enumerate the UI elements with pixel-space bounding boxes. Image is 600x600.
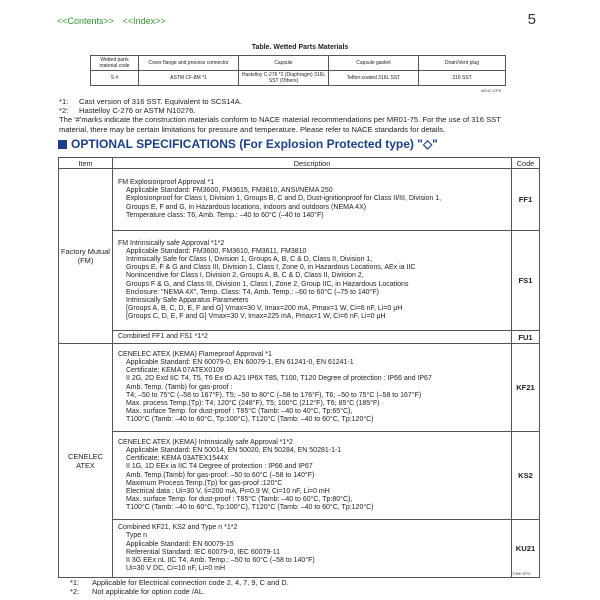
footnote-marker: *1: <box>70 578 80 587</box>
footnote-marker: *2: <box>70 586 80 596</box>
description-line: Referential Standard: IEC 60079-0, IEC 60079-11 <box>126 548 280 556</box>
contents-link[interactable]: <<Contents>> <box>57 16 115 26</box>
description-line: Intrinsically Safe for Class I, Division 1, Groups A, B, C & D, Class II, Division 1, <box>126 256 373 264</box>
table-figure-code: T05E.EPS <box>512 571 531 576</box>
table-row <box>59 169 540 231</box>
description-title: Combined KF21, KS2 and Type n *1*2 <box>118 524 238 532</box>
wetted-header-cell: Drain/Vent plug <box>419 56 506 71</box>
note-marker: *1: <box>59 97 69 106</box>
description-cell <box>113 520 512 578</box>
note-text: Hastelloy C-276 or ASTM N10276. <box>79 106 196 116</box>
description-cell <box>113 331 512 344</box>
description-cell <box>113 169 512 231</box>
table-row <box>59 231 540 331</box>
footnote <box>70 588 289 597</box>
description-line: Applicable Standard: EN 60079-15 <box>126 540 234 548</box>
description-cell <box>113 432 512 520</box>
table-row <box>59 432 540 520</box>
description-line: [Groups C, D, E, F and G] Vmax=30 V, Imax=225 mA, Pmax=1 W, Ci=6 nF, Li=0 μH <box>126 312 386 320</box>
description-line: II 2G, 2D Exd IIC T4, T5, T6 Ex tD A21 IP6X T85, T100, T120 Degree of protection : IP66 and IP67 <box>126 375 432 383</box>
description-line: Groups E, F & G and Class III, Division 1, Class I, Zone 0, in Hazardous Locations, AEx ia IIC <box>126 264 416 272</box>
wetted-header-row <box>91 56 506 71</box>
code-cell: KU21 <box>512 520 540 578</box>
description-line: Type n <box>126 532 148 540</box>
footnote-text: Not applicable for option code /AL. <box>92 586 205 596</box>
wetted-header-cell: Capsule gasket <box>329 56 419 71</box>
description-line: Amb. Temp. (Tamb) for gas-proof : <box>126 383 233 391</box>
note <box>59 106 529 115</box>
description-line: T4; –50 to 75°C (–58 to 167°F), T5; –50 to 80°C (–58 to 176°F), T6; –50 to 75°C (–58 to 167°F) <box>126 391 422 399</box>
footnotes <box>70 579 289 596</box>
description-line: II 3G EEx nL IIC T4, Amb. Temp.: –50 to 60°C (–58 to 140°F) <box>126 556 315 564</box>
description-title: CENELEC ATEX (KEMA) Flameproof Approval *1 <box>118 351 272 359</box>
description-line: Temperature class: T6, Amb. Temp.: –40 to 60°C (–40 to 140°F) <box>126 211 324 219</box>
description-line: Applicable Standard: FM3600, FM3615, FM3810, ANSI/NEMA 250 <box>126 187 333 195</box>
code-cell: KS2 <box>512 432 540 520</box>
bullet-square-icon <box>58 140 67 149</box>
wetted-cell: ASTM CF-8M *1 <box>139 71 239 86</box>
table-row <box>59 344 540 432</box>
description-title: CENELEC ATEX (KEMA) Intrinsically safe Approval *1*2 <box>118 439 293 447</box>
code-cell: FS1 <box>512 231 540 331</box>
wetted-data-row <box>91 71 506 86</box>
description-line: Nonincendive for Class I, Division 2, Groups A, B, C & D, Class II, Division 2, <box>126 272 364 280</box>
code-cell: FF1 <box>512 169 540 231</box>
description-line: Max. surface Temp. for dust-proof : T85°C (Tamb: –40 to 60°C, Tp:80°C), <box>126 495 353 503</box>
description-line: T100°C (Tamb: –40 to 60°C, Tp:100°C), T120°C (Tamb: –40 to 60°C, Tp:120°C) <box>126 415 374 423</box>
wetted-cell: Hastelloy C-276 *2 (Diaphragm) 316L SST (Others) <box>239 71 329 86</box>
description-line: Applicable Standard: EN 50014, EN 50020, EN 50284, EN 50281-1-1 <box>126 447 342 455</box>
wetted-cell: S # <box>91 71 139 86</box>
wetted-table-title: Table. Wetted Parts Materials <box>251 44 349 51</box>
table-row <box>59 331 540 344</box>
wetted-header-cell: Wetted parts material code <box>91 56 139 71</box>
group-label-atex: CENELEC ATEX <box>59 344 113 578</box>
page-number: 5 <box>527 11 536 28</box>
description-cell <box>113 231 512 331</box>
description-title: Combined FF1 and FS1 *1*2 <box>118 333 208 340</box>
wetted-header-cell: Cover flange and process connector <box>139 56 239 71</box>
note-text: Cast version of 316 SST. Equivalent to SCS14A. <box>79 97 242 106</box>
note-text: The '#'marks indicate the construction materials conform to NACE material recommendations per MR01-75. For the use of 316 SST material, there may be certain limitations for pressure and temperature. Please refer to NACE standards for details. <box>59 115 501 134</box>
description-line: Applicable Standard: EN 60079-0, EN 60079-1, EN 61241-0, EN 61241-1 <box>126 359 354 367</box>
description-line: [Groups A, B, C, D, E, F and G] Vmax=30 V, Imax=200 mA, Pmax=1 W, Ci=6 nF, Li=0 μH <box>126 304 403 312</box>
header-item: Item <box>59 158 113 169</box>
description-line: Max. process Temp.(Tp): T4; 120°C (248°F), T5; 100°C (212°F), T6; 85°C (185°F) <box>126 399 380 407</box>
wetted-cell: 316 SST <box>419 71 506 86</box>
description-title: FM Explosionproof Approval *1 <box>118 179 215 187</box>
section-heading <box>58 137 438 151</box>
description-line: II 1G, 1D EEx ia IIC T4 Degree of protection : IP66 and IP67 <box>126 463 313 471</box>
code-cell: FU1 <box>512 331 540 344</box>
description-line: Ui=30 V DC, Ci=10 nF, Li=0 mH <box>126 564 226 572</box>
description-line: Certificate: KEMA 03ATEX1544X <box>126 455 229 463</box>
note-marker: *2: <box>59 106 69 116</box>
top-nav <box>57 16 172 26</box>
description-line: Groups E, F and G, in Hazardous locations, indoors and outdoors (NEMA 4X) <box>126 203 367 211</box>
footnote-text: Applicable for Electrical connection code 2, 4, 7, 9, C and D. <box>92 578 289 587</box>
header-description: Description <box>113 158 512 169</box>
wetted-header-cell: Capsule <box>239 56 329 71</box>
description-line: Explosionproof for Class I, Division 1, Groups B, C and D, Dust-ignitionproof for Class II/III, Division 1, <box>126 195 442 203</box>
index-link[interactable]: <<Index>> <box>122 16 166 26</box>
description-line: Certificate: KEMA 07ATEX0109 <box>126 367 224 375</box>
table-header-row <box>59 158 540 169</box>
material-notes <box>59 97 529 134</box>
group-label-fm: Factory Mutual (FM) <box>59 169 113 344</box>
description-line: Maximum Process Temp.(Tp) for gas-proof :120°C <box>126 479 283 487</box>
note <box>59 97 529 106</box>
wetted-figure-code: I6E4C.EPS <box>481 88 502 93</box>
description-line: Electrical data : Ui=30 V, Ii=200 mA, Pi=0.9 W, Ci=10 nF, Li=0 mH <box>126 487 330 495</box>
section-title: OPTIONAL SPECIFICATIONS (For Explosion Protected type) "◇" <box>71 137 438 151</box>
description-line: Enclosure: "NEMA 4X", Temp. Class: T4, Amb. Temp.: –60 to 60°C (–75 to 140°F) <box>126 288 379 296</box>
description-line: T100°C (Tamb: –40 to 60°C, Tp:100°C), T120°C (Tamb: –40 to 60°C, Tp:120°C) <box>126 503 374 511</box>
description-cell <box>113 344 512 432</box>
header-code: Code <box>512 158 540 169</box>
code-cell: KF21 <box>512 344 540 432</box>
description-line: Amb. Temp.(Tamb) for gas-proof: –50 to 60°C (–58 to 140°F) <box>126 471 315 479</box>
description-title: FM Intrinsically safe Approval *1*2 <box>118 240 225 248</box>
table-row <box>59 520 540 578</box>
description-line: Groups F & G, and Class III, Division 1, Class I, Zone 2, Group IIC, in Hazardous Locations <box>126 280 409 288</box>
wetted-parts-table <box>90 55 506 86</box>
description-line: Intrinsically Safe Apparatus Parameters <box>126 296 249 304</box>
optional-specifications-table <box>58 157 540 578</box>
wetted-cell: Teflon-coated 316L SST <box>329 71 419 86</box>
description-line: Max. surface Temp. for dust-proof : T85°C (Tamb: –40 to 40°C, Tp:65°C), <box>126 407 353 415</box>
description-line: Applicable Standard: FM3600, FM3610, FM3611, FM3810 <box>126 248 307 256</box>
